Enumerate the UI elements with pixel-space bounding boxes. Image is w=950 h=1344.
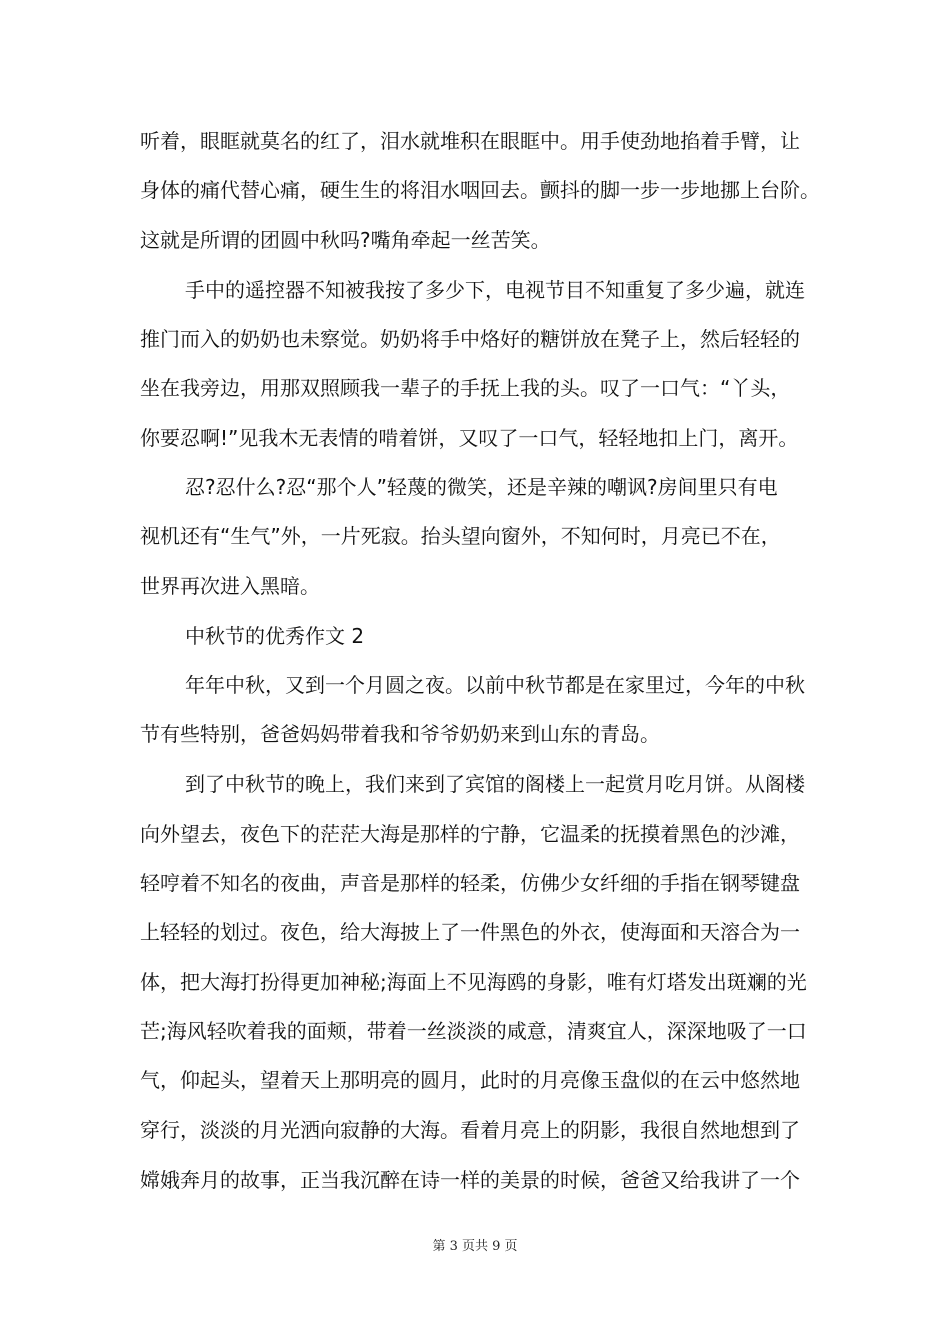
- text-line: 穿行，淡淡的月光洒向寂静的大海。看着月亮上的阴影，我很自然地想到了: [140, 1118, 800, 1142]
- text-line: 年年中秋，又到一个月圆之夜。以前中秋节都是在家里过，今年的中秋: [185, 673, 805, 697]
- text-line: 这就是所谓的团圆中秋吗?嘴角牵起一丝苦笑。: [140, 228, 551, 252]
- page-number-footer: 第 3 页共 9 页: [432, 1239, 518, 1254]
- section-heading: 中秋节的优秀作文 2: [185, 624, 365, 648]
- text-line: 你要忍啊!”见我木无表情的啃着饼，又叹了一口气，轻轻地扣上门，离开。: [140, 426, 799, 450]
- text-line: 忍?忍什么?忍“那个人”轻蔑的微笑，还是辛辣的嘲讽?房间里只有电: [185, 475, 778, 499]
- text-line: 嫦娥奔月的故事，正当我沉醉在诗一样的美景的时候，爸爸又给我讲了一个: [140, 1168, 800, 1192]
- text-line: 坐在我旁边，用那双照顾我一辈子的手抚上我的头。叹了一口气：“丫头，: [140, 376, 791, 400]
- text-line: 世界再次进入黑暗。: [140, 574, 320, 598]
- text-line: 推门而入的奶奶也未察觉。奶奶将手中烙好的糖饼放在凳子上，然后轻轻的: [140, 327, 800, 351]
- text-line: 轻哼着不知名的夜曲，声音是那样的轻柔，仿佛少女纤细的手指在钢琴键盘: [140, 871, 800, 895]
- text-line: 气，仰起头，望着天上那明亮的圆月，此时的月亮像玉盘似的在云中悠然地: [140, 1068, 800, 1092]
- text-line: 体，把大海打扮得更加神秘;海面上不见海鸥的身影，唯有灯塔发出斑斓的光: [140, 970, 807, 994]
- text-line: 听着，眼眶就莫名的红了，泪水就堆积在眼眶中。用手使劲地掐着手臂，让: [140, 129, 800, 153]
- text-line: 芒;海风轻吹着我的面颊，带着一丝淡淡的咸意，清爽宜人，深深地吸了一口: [140, 1019, 807, 1043]
- text-line: 节有些特别，爸爸妈妈带着我和爷爷奶奶来到山东的青岛。: [140, 722, 660, 746]
- text-line: 向外望去，夜色下的茫茫大海是那样的宁静，它温柔的抚摸着黑色的沙滩，: [140, 822, 800, 846]
- text-line: 身体的痛代替心痛，硬生生的将泪水咽回去。颤抖的脚一步一步地挪上台阶。: [140, 178, 820, 202]
- text-line: 上轻轻的划过。夜色，给大海披上了一件黑色的外衣，使海面和天溶合为一: [140, 920, 800, 944]
- text-line: 到了中秋节的晚上，我们来到了宾馆的阁楼上一起赏月吃月饼。从阁楼: [185, 772, 805, 796]
- text-line: 手中的遥控器不知被我按了多少下，电视节目不知重复了多少遍，就连: [185, 278, 805, 302]
- text-line: 视机还有“生气”外，一片死寂。抬头望向窗外，不知何时，月亮已不在，: [140, 524, 781, 548]
